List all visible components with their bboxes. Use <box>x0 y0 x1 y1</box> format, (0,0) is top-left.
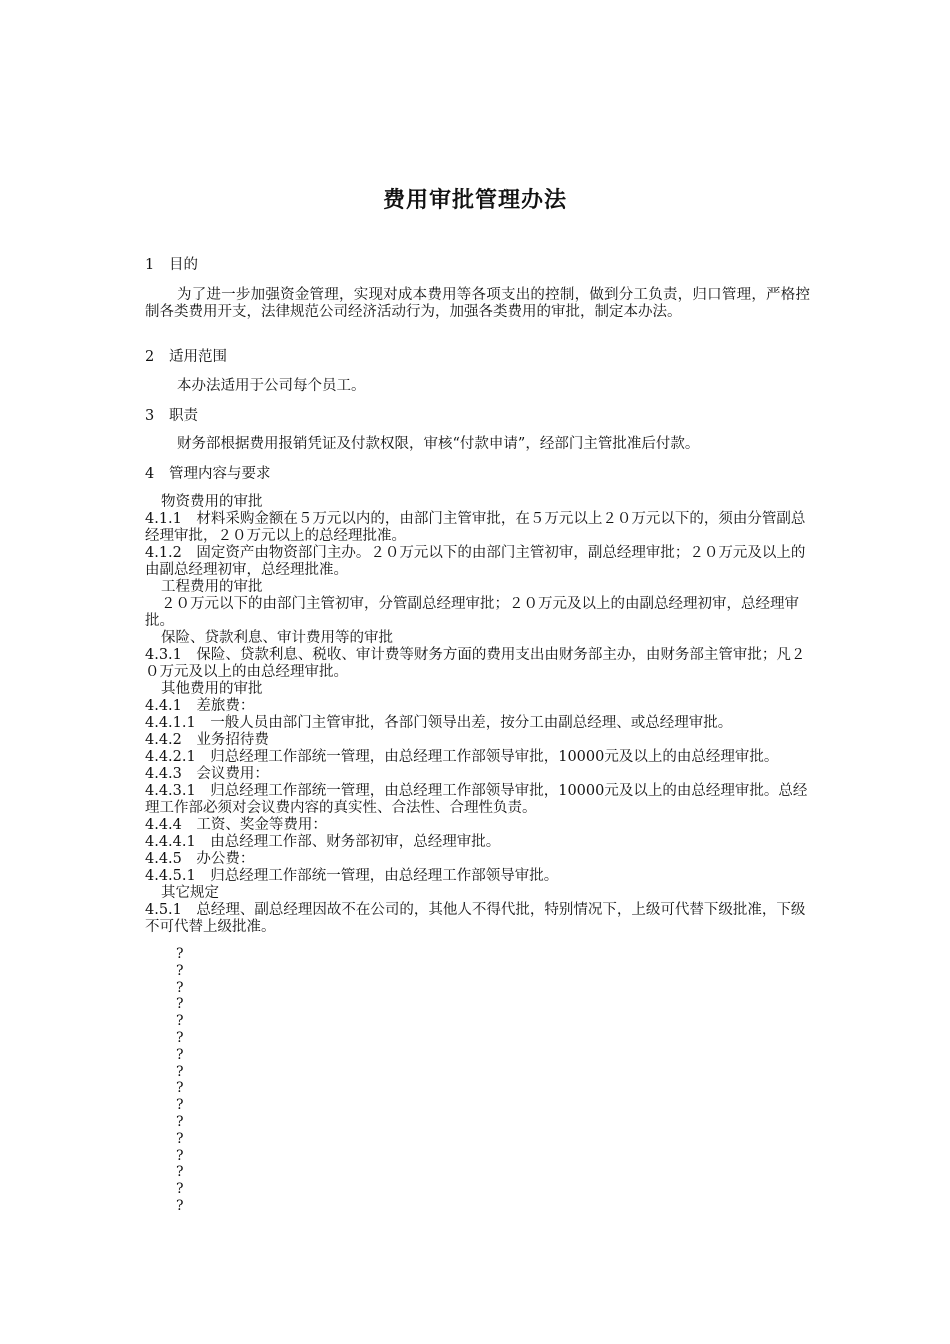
subheading-materials: 物资费用的审批 <box>161 494 263 510</box>
clause-4-3-1: 4.3.1 保险、贷款利息、税收、审计费等财务方面的费用支出由财务部主办，由财务部主管审批；凡２０万元及以上的由总经理审批。 <box>145 647 806 680</box>
section-heading: 目的 <box>169 257 198 273</box>
placeholder-glyph: ? <box>176 1013 184 1030</box>
section-number: 2 <box>145 349 155 365</box>
clause-4-4-1-1: 4.4.1.1 一般人员由部门主管审批，各部门领导出差，按分工由副总经理、或总经理审批。 <box>145 715 733 731</box>
clause-4-5-1: 4.5.1 总经理、副总经理因故不在公司的，其他人不得代批，特别情况下，上级可代替下级批准，下级不可代替上级批准。 <box>145 902 806 935</box>
section-2-body: 本办法适用于公司每个员工。 <box>177 378 366 394</box>
section-2-heading <box>145 348 810 366</box>
clause-4-1-2: 4.1.2 固定资产由物资部门主办。２０万元以下的由部门主管初审，副总经理审批；２０万元及以上的由副总经理初审，总经理批准。 <box>145 545 806 578</box>
subheading-other-rules: 其它规定 <box>161 885 219 901</box>
section-number: 4 <box>145 466 155 482</box>
document-title: 费用审批管理办法 <box>382 188 567 213</box>
placeholder-glyph: ? <box>176 1181 184 1198</box>
placeholder-glyph: ? <box>176 1197 184 1214</box>
clause-4-4-2-1: 4.4.2.1 归总经理工作部统一管理，由总经理工作部领导审批，10000元及以上的由总经理审批。 <box>145 749 779 765</box>
clause-4-4-3: 4.4.3 会议费用： <box>145 766 269 782</box>
placeholder-glyph: ? <box>176 1063 184 1080</box>
clause-4-4-5: 4.4.5 办公费： <box>145 851 255 867</box>
placeholder-glyph: ? <box>176 962 184 979</box>
section-3-heading <box>145 407 810 425</box>
section-heading: 职责 <box>169 408 198 424</box>
placeholder-glyph: ? <box>176 1029 184 1046</box>
clause-4-1-1: 4.1.1 材料采购金额在５万元以内的，由部门主管审批，在５万元以上２０万元以下的，须由分管副总经理审批，２０万元以上的总经理批准。 <box>145 511 806 544</box>
subheading-insurance: 保险、贷款利息、审计费用等的审批 <box>161 630 393 646</box>
placeholder-glyph: ? <box>176 1130 184 1147</box>
clause-4-4-5-1: 4.4.5.1 归总经理工作部统一管理，由总经理工作部领导审批。 <box>145 868 559 884</box>
clause-4-4-4: 4.4.4 工资、奖金等费用： <box>145 817 327 833</box>
clause-4-4-2: 4.4.2 业务招待费 <box>145 732 269 748</box>
placeholder-glyph: ? <box>176 1113 184 1130</box>
section-3-body: 财务部根据费用报销凭证及付款权限，审核“付款申请”，经部门主管批准后付款。 <box>177 436 700 452</box>
placeholder-glyph: ? <box>176 1080 184 1097</box>
placeholder-glyph: ? <box>176 946 184 962</box>
placeholder-glyph: ? <box>176 1097 184 1114</box>
placeholder-glyph: ? <box>176 979 184 996</box>
section-number: 3 <box>145 408 155 424</box>
clause-4-4-4-1: 4.4.4.1 由总经理工作部、财务部初审，总经理审批。 <box>145 834 501 850</box>
placeholder-glyph: ? <box>176 1147 184 1164</box>
section-1-body: 为了进一步加强资金管理，实现对成本费用等各项支出的控制，做到分工负责，归口管理，严格控制各类费用开支，法律规范公司经济活动行为，加强各类费用的审批，制定本办法。 <box>145 287 810 320</box>
section-heading: 管理内容与要求 <box>169 466 271 482</box>
placeholder-glyph: ? <box>176 996 184 1013</box>
placeholder-list <box>176 946 184 1215</box>
subheading-other-expenses: 其他费用的审批 <box>161 681 263 697</box>
subheading-engineering: 工程费用的审批 <box>161 579 263 595</box>
section-4-body <box>145 494 815 936</box>
clause-4-2: ２０万元以下的由部门主管初审，分管副总经理审批；２０万元及以上的由副总经理初审，总经理审批。 <box>145 596 799 629</box>
clause-4-4-3-1: 4.4.3.1 归总经理工作部统一管理，由总经理工作部领导审批，10000元及以上的由总经理审批。总经理工作部必须对会议费内容的真实性、合法性、合理性负责。 <box>145 783 808 816</box>
section-heading: 适用范围 <box>169 349 227 365</box>
section-number: 1 <box>145 257 155 273</box>
section-4-heading <box>145 465 810 483</box>
placeholder-glyph: ? <box>176 1046 184 1063</box>
section-1-heading <box>145 256 810 274</box>
clause-4-4-1: 4.4.1 差旅费： <box>145 698 255 714</box>
placeholder-glyph: ? <box>176 1164 184 1181</box>
